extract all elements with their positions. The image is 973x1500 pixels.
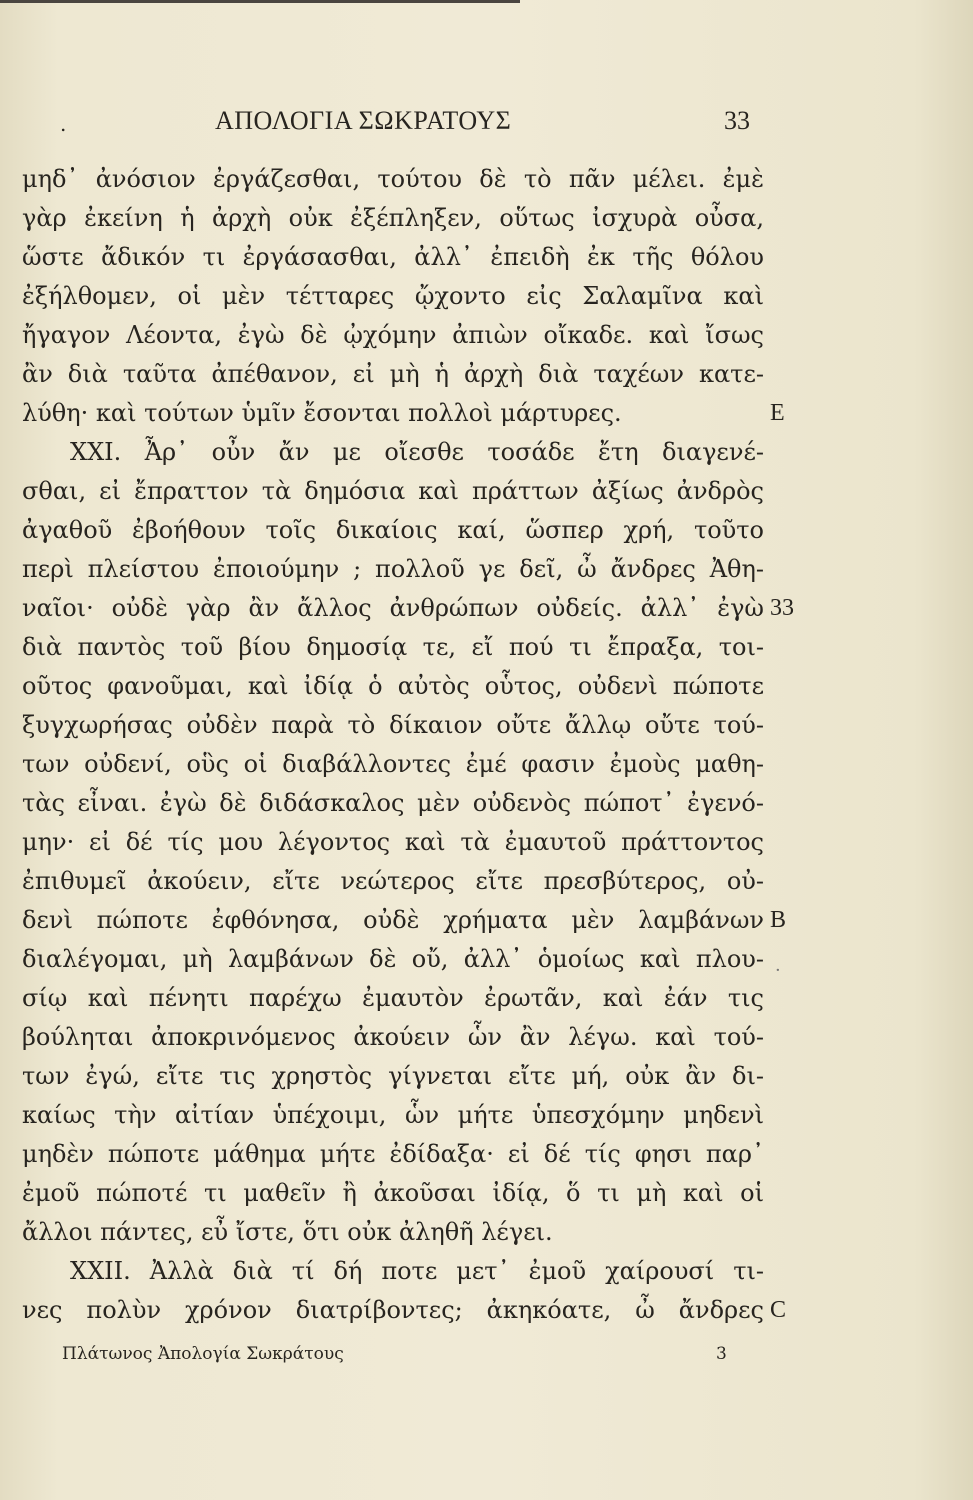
margin-section-marker: C — [770, 1297, 787, 1323]
footer-book-title: Πλάτωνος Ἀπολογία Σωκράτους — [62, 1344, 344, 1364]
page-number: 33 — [724, 106, 750, 135]
text-line: ναῖοι· οὐδὲ γὰρ ἂν ἄλλος ἀνθρώπων οὐδείς. ἀλλ᾽ ἐγὼ — [22, 594, 764, 622]
text-line: XXII. Ἀλλὰ διὰ τί δή ποτε μετ᾽ ἐμοῦ χαίρουσί τι- — [70, 1257, 764, 1285]
text-line: περὶ πλείστου ἐποιούμην ; πολλοῦ γε δεῖ, ὦ ἄνδρες Ἀθη- — [22, 555, 764, 583]
text-line: διὰ παντὸς τοῦ βίου δημοσίᾳ τε, εἴ πού τι ἔπραξα, τοι- — [22, 633, 764, 661]
text-line: ἀγαθοῦ ἐβοήθουν τοῖς δικαίοις καί, ὥσπερ χρή, τοῦτο — [22, 516, 764, 544]
text-line: οῦτος φανοῦμαι, καὶ ἰδίᾳ ὁ αὐτὸς οὗτος, οὐδενὶ πώποτε — [22, 672, 764, 700]
text-line: μηδ᾽ ἀνόσιον ἐργάζεσθαι, τούτου δὲ τὸ πᾶν μέλει. ἐμὲ — [22, 165, 764, 193]
text-line: ἐπιθυμεῖ ἀκούειν, εἴτε νεώτερος εἴτε πρεσβύτερος, οὐ- — [22, 867, 764, 895]
text-line: ὥστε ἄδικόν τι ἐργάσασθαι, ἀλλ᾽ ἐπειδὴ ἐκ τῆς θόλου — [22, 243, 764, 271]
text-line: XXI. Ἆρ᾽ οὖν ἄν με οἴεσθε τοσάδε ἔτη διαγενέ- — [70, 438, 764, 466]
text-line: νες πολὺν χρόνον διατρίβοντες; ἀκηκόατε, ὦ ἄνδρες — [22, 1296, 764, 1324]
margin-section-marker: 33 — [770, 595, 794, 621]
text-line: βούληται ἀποκρινόμενος ἀκούειν ὧν ἂν λέγω. καὶ τού- — [22, 1023, 764, 1051]
text-line: σίῳ καὶ πένητι παρέχω ἐμαυτὸν ἐρωτᾶν, καὶ ἐάν τις — [22, 984, 764, 1012]
text-line: των ἐγώ, εἴτε τις χρηστὸς γίγνεται εἴτε μή, οὐκ ἂν δι- — [22, 1062, 764, 1090]
body-text — [22, 160, 764, 1330]
text-line: μην· εἰ δέ τίς μου λέγοντος καὶ τὰ ἐμαυτοῦ πράττοντος — [22, 828, 764, 856]
margin-mark: · — [775, 960, 781, 981]
text-line: δενὶ πώποτε ἐφθόνησα, οὐδὲ χρήματα μὲν λαμβάνων — [22, 906, 764, 934]
text-line: ξυγχωρήσας οὐδὲν παρὰ τὸ δίκαιον οὔτε ἄλλῳ οὔτε τού- — [22, 711, 764, 739]
text-line: διαλέγομαι, μὴ λαμβάνων δὲ οὔ, ἀλλ᾽ ὁμοίως καὶ πλου- — [22, 945, 764, 973]
text-line: ἐξήλθομεν, οἱ μὲν τέτταρες ᾤχοντο εἰς Σαλαμῖνα καὶ — [22, 282, 764, 310]
text-line: γὰρ ἐκείνη ἡ ἀρχὴ οὐκ ἐξέπληξεν, οὕτως ἰσχυρὰ οὖσα, — [22, 204, 764, 232]
text-line: ἤγαγον Λέοντα, ἐγὼ δὲ ᾠχόμην ἀπιὼν οἴκαδε. καὶ ἴσως — [22, 321, 764, 349]
text-line: λύθη· καὶ τούτων ὑμῖν ἔσονται πολλοὶ μάρτυρες. — [22, 399, 622, 427]
page-footer — [62, 1344, 762, 1374]
margin-section-marker: B — [770, 907, 787, 933]
text-line: σθαι, εἰ ἔπραττον τὰ δημόσια καὶ πράττων ἀξίως ἀνδρὸς — [22, 477, 764, 505]
running-head-dot: . — [60, 112, 67, 136]
text-line: ἂν διὰ ταῦτα ἀπέθανον, εἰ μὴ ἡ ἀρχὴ διὰ ταχέων κατε- — [22, 360, 764, 388]
text-line: ἐμοῦ πώποτέ τι μαθεῖν ἢ ἀκοῦσαι ἰδίᾳ, ὅ τι μὴ καὶ οἱ — [22, 1179, 764, 1207]
text-line: ἄλλοι πάντες, εὖ ἴστε, ὅτι οὐκ ἀληθῆ λέγει. — [22, 1218, 553, 1246]
text-line: καίως τὴν αἰτίαν ὑπέχοιμι, ὧν μήτε ὑπεσχόμην μηδενὶ — [22, 1101, 764, 1129]
signature-mark: 3 — [716, 1344, 727, 1364]
running-head-title: ΑΠΟΛΟΓΙΑ ΣΩΚΡΑΤΟΥΣ — [215, 106, 512, 135]
text-line: τὰς εἶναι. ἐγὼ δὲ διδάσκαλος μὲν οὐδενὸς πώποτ᾽ ἐγενό- — [22, 789, 764, 817]
text-line: μηδὲν πώποτε μάθημα μήτε ἐδίδαξα· εἰ δέ τίς φησι παρ᾽ — [22, 1140, 764, 1168]
top-edge-rule — [0, 0, 520, 3]
margin-section-marker: E — [770, 400, 785, 426]
text-line: των οὐδενί, οὓς οἱ διαβάλλοντες ἐμέ φασιν ἐμοὺς μαθη- — [22, 750, 764, 778]
running-head — [0, 106, 973, 142]
